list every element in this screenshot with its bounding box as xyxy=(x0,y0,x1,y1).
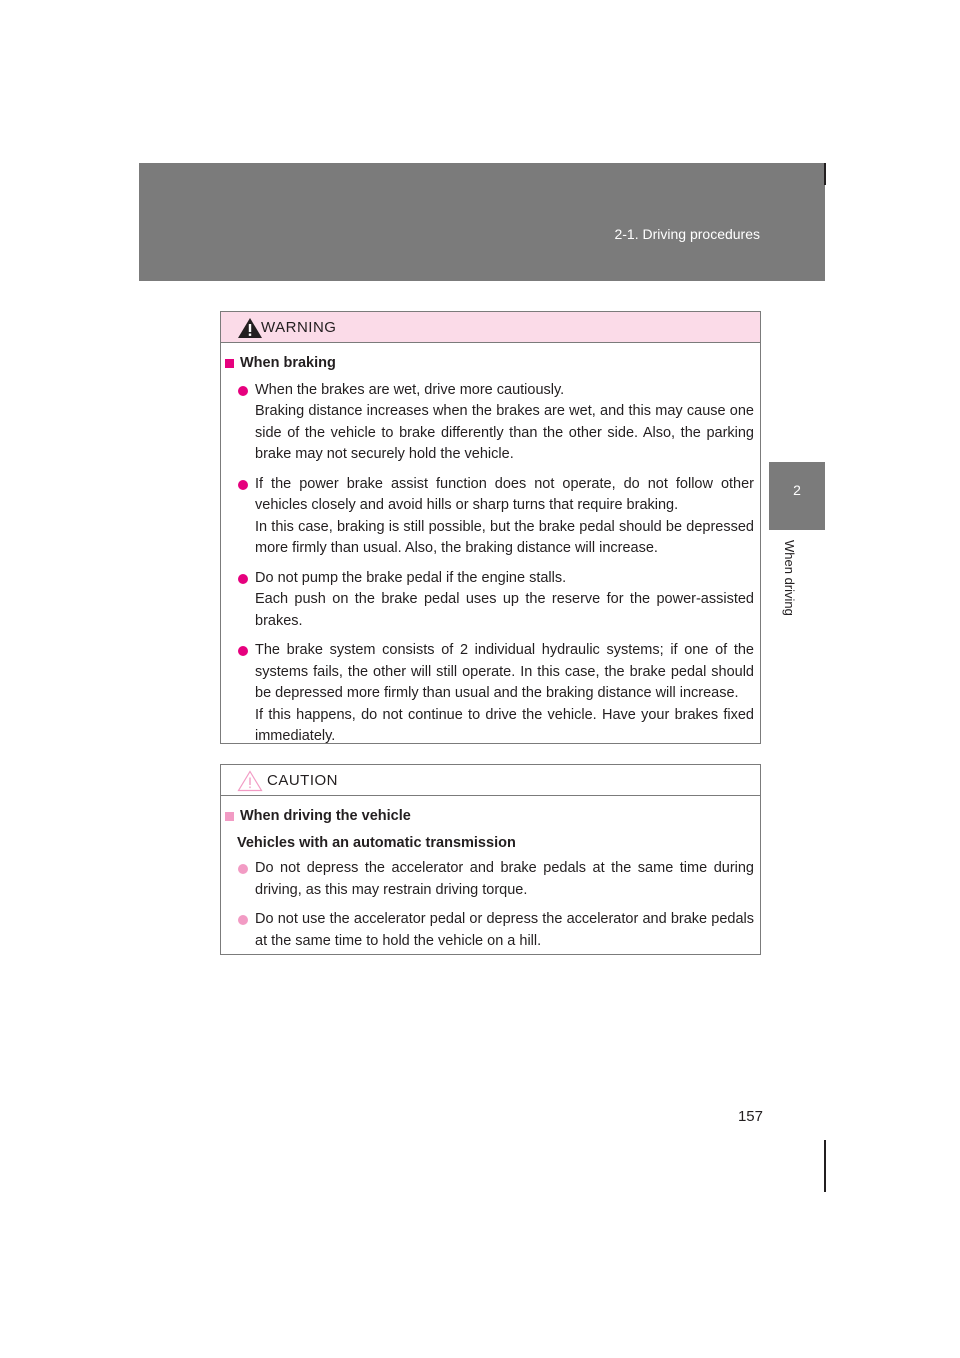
chapter-tab-label: When driving xyxy=(782,540,797,616)
caution-triangle-outline-icon xyxy=(237,770,263,792)
caution-body xyxy=(221,796,760,952)
warning-triangle-icon xyxy=(237,317,263,339)
chapter-tab-number: 2 xyxy=(793,482,801,498)
circle-bullet-icon xyxy=(238,915,248,925)
list-item xyxy=(224,640,754,748)
crop-mark-top xyxy=(824,163,826,185)
list-item-lead: The brake system consists of 2 individual hydraulic systems; if one of the systems fails, the other will still operate. In this case, the brake pedal should be depressed more firmly than usual and the braking distance will increase. xyxy=(255,642,754,701)
list-item-lead: Do not pump the brake pedal if the engine stalls. xyxy=(255,569,567,586)
warning-box xyxy=(220,311,761,744)
square-bullet-icon xyxy=(225,359,234,368)
list-item xyxy=(224,474,754,560)
list-item-detail: Braking distance increases when the brakes are wet, and this may cause one side of the vehicle to brake differently than the other side. Also, the parking brake may not securely hold the vehicle. xyxy=(255,403,754,462)
list-item xyxy=(224,858,754,901)
caution-title: CAUTION xyxy=(267,772,338,789)
caution-section-heading: When driving the vehicle xyxy=(224,806,754,828)
circle-bullet-icon xyxy=(238,646,248,656)
square-bullet-icon xyxy=(225,812,234,821)
caution-box xyxy=(220,764,761,955)
page-header-band xyxy=(139,163,825,281)
list-item-lead: Do not use the accelerator pedal or depress the accelerator and brake pedals at the same time to hold the vehicle on a hill. xyxy=(255,911,754,949)
warning-section-heading: When braking xyxy=(224,353,754,375)
circle-bullet-icon xyxy=(238,574,248,584)
chapter-section-title: 2-1. Driving procedures xyxy=(614,226,760,242)
list-item-lead: If the power brake assist function does not operate, do not follow other vehicles closely and avoid hills or sharp turns that require braking. xyxy=(255,475,754,513)
list-item xyxy=(224,568,754,633)
list-item-lead: When the brakes are wet, drive more cautiously. xyxy=(255,381,565,398)
list-item xyxy=(224,380,754,466)
list-item xyxy=(224,909,754,952)
crop-mark-bottom xyxy=(824,1140,826,1192)
list-item-detail: Each push on the brake pedal uses up the reserve for the power-assisted brakes. xyxy=(255,591,754,629)
warning-title: WARNING xyxy=(261,319,337,336)
warning-header xyxy=(221,312,760,343)
circle-bullet-icon xyxy=(238,480,248,490)
page-number: 157 xyxy=(737,1108,763,1125)
caution-subheading: Vehicles with an automatic transmission xyxy=(237,834,516,851)
circle-bullet-icon xyxy=(238,864,248,874)
warning-body xyxy=(221,343,760,748)
list-item-detail: If this happens, do not continue to drive the vehicle. Have your brakes fixed immediately. xyxy=(255,706,754,744)
circle-bullet-icon xyxy=(238,386,248,396)
list-item-lead: Do not depress the accelerator and brake pedals at the same time during driving, as this may restrain driving torque. xyxy=(255,860,754,898)
list-item-detail: In this case, braking is still possible, but the brake pedal should be depressed more firmly than usual. Also, the braking distance will increase. xyxy=(255,518,754,556)
caution-header xyxy=(221,765,760,796)
chapter-tab xyxy=(769,462,825,530)
